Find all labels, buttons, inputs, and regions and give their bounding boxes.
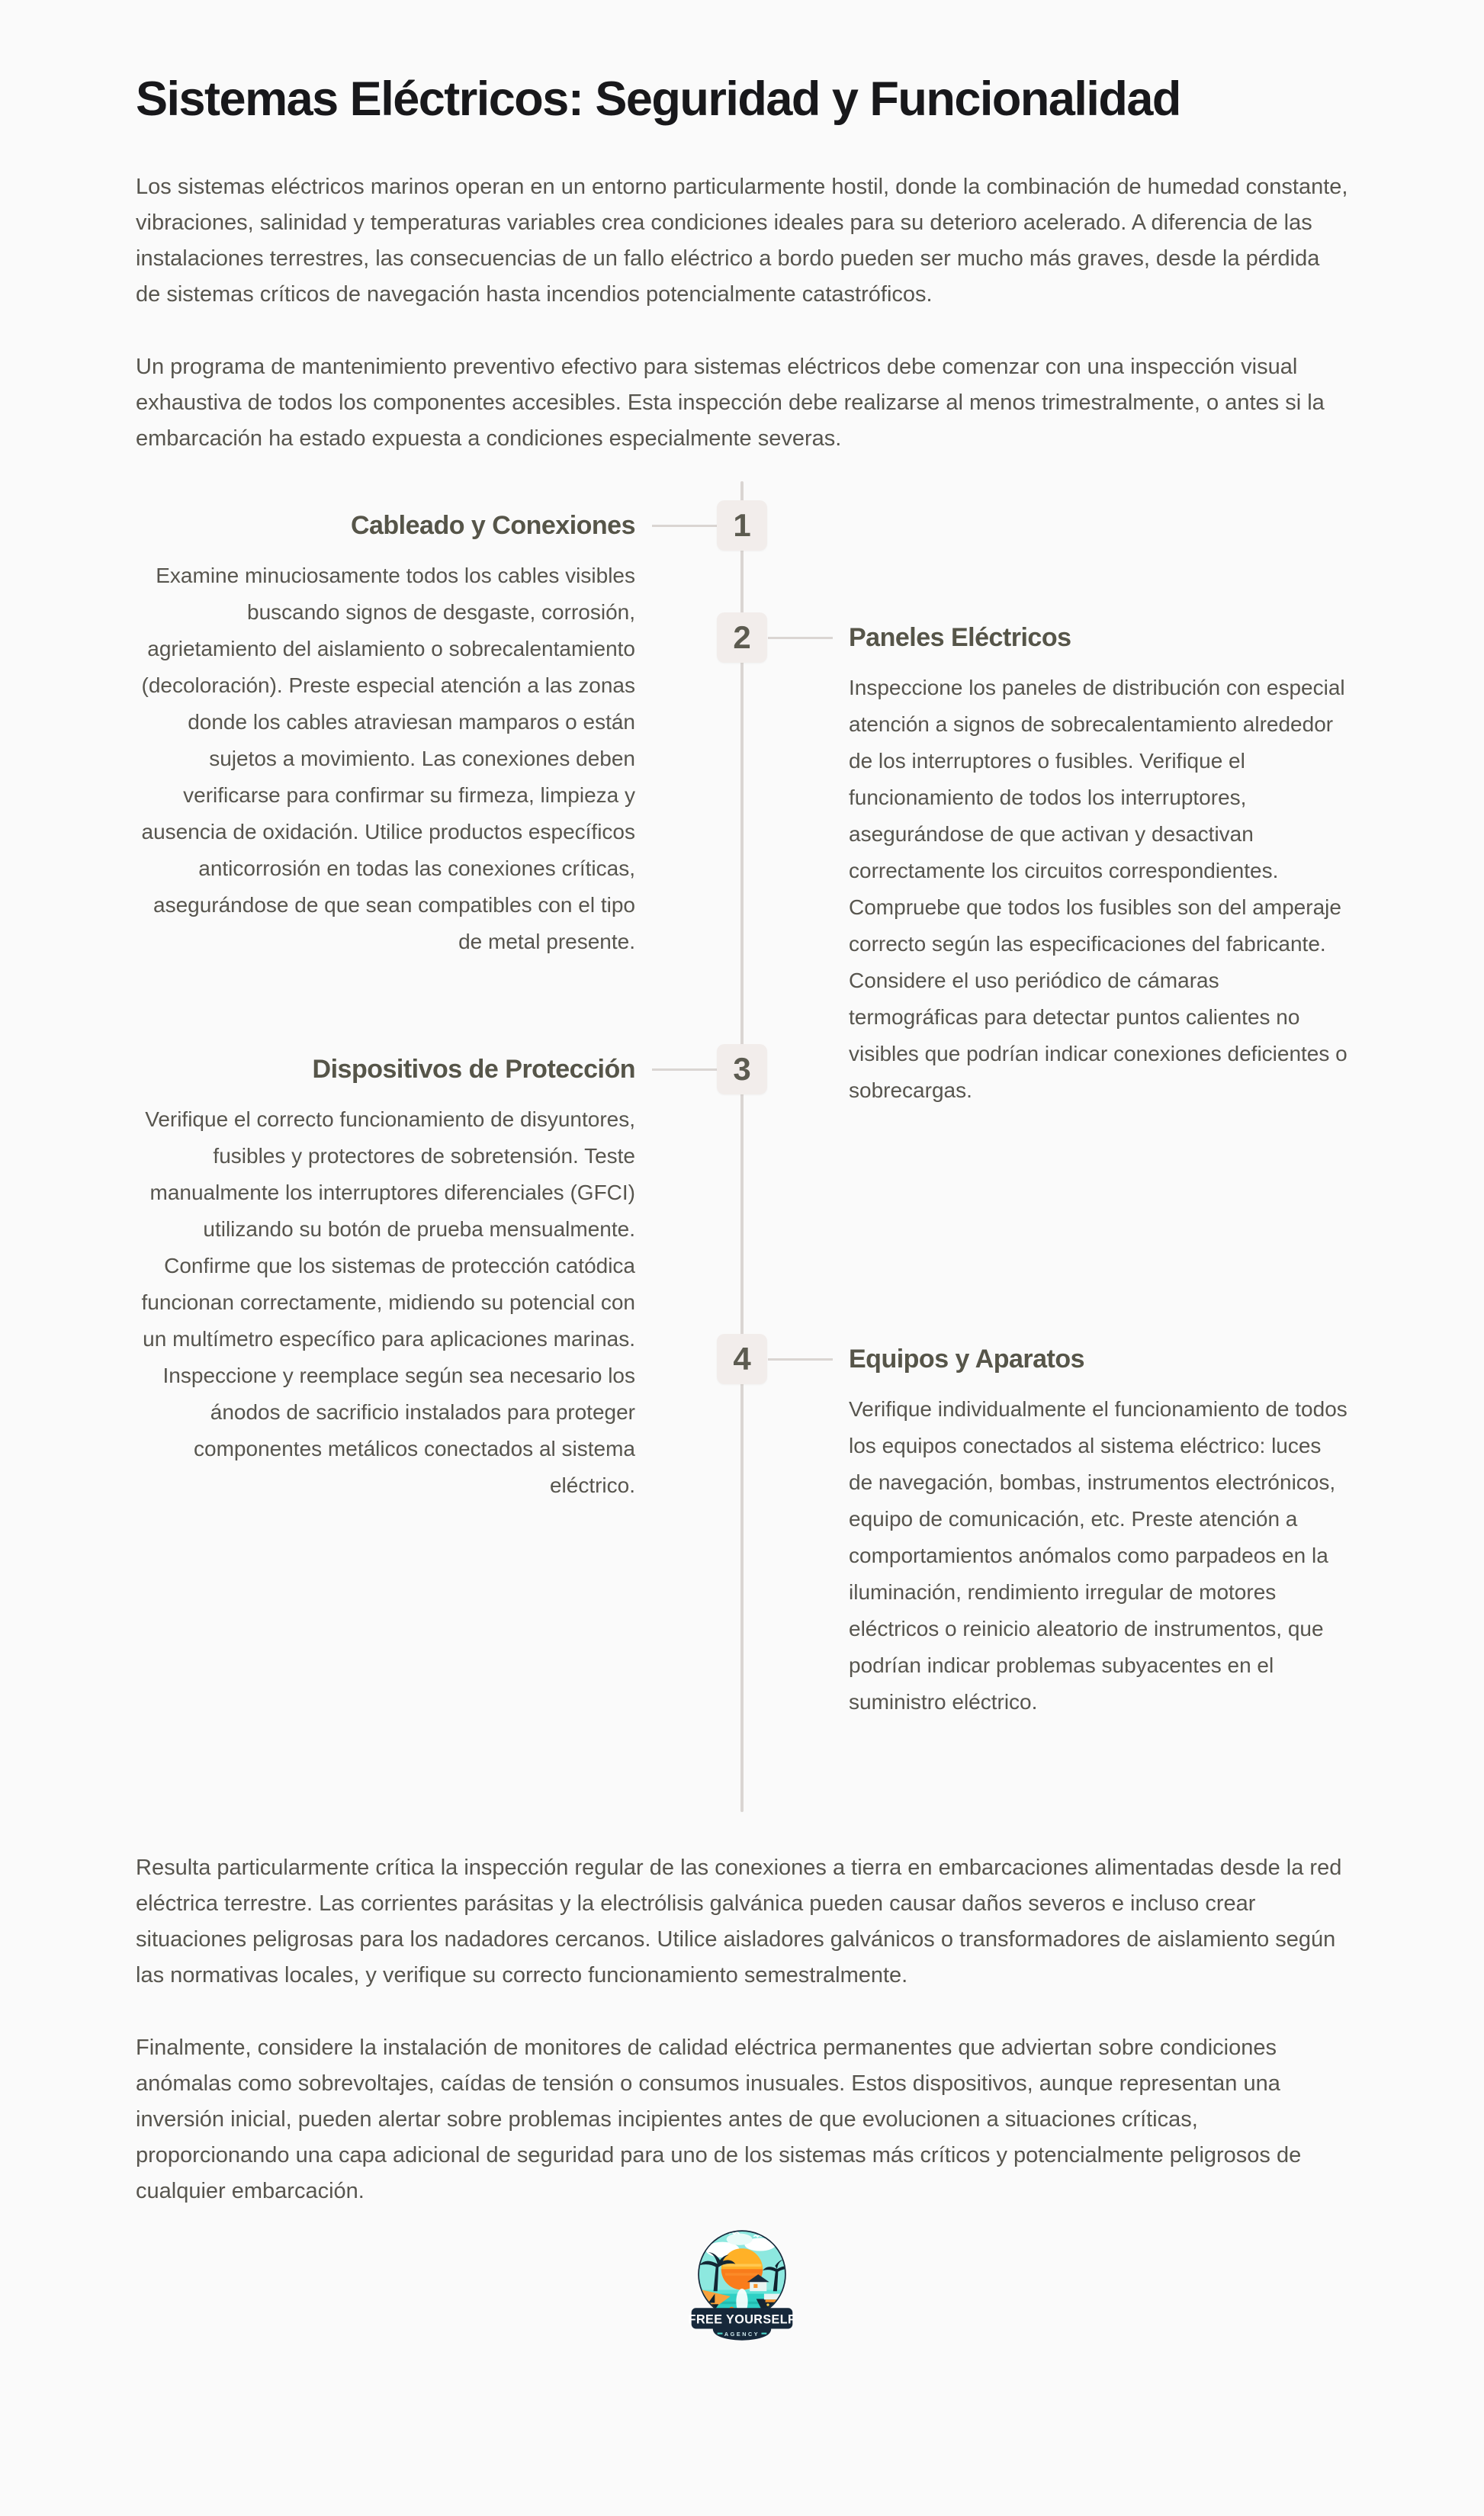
logo-title-text: FREE YOURSELF [688, 2312, 796, 2327]
timeline-connector-4 [768, 1358, 833, 1361]
timeline-connector-3 [652, 1068, 717, 1071]
timeline-step-badge-2: 2 [717, 612, 767, 663]
timeline-item-body: Inspeccione los paneles de distribución con especial atención a signos de sobrecalentamiento alrededor de los interruptores o fusibles. Verifique el funcionamiento de todos los interruptores, asegurándose de que activan y desactivan correctamente los circuitos correspondientes. Compruebe que todos los fusibles son del amperaje correcto según las especificaciones del fabricante. Considere el uso periódico de cámaras termográficas para detectar puntos calientes no visibles que podrían indicar conexiones deficientes o sobrecargas. [849, 676, 1347, 1102]
timeline-item-body: Examine minuciosamente todos los cables visibles buscando signos de desgaste, corrosión, agrietamiento del aislamiento o sobrecalentamiento (decoloración). Preste especial atención a las zonas donde los cables atraviesan mamparos o están sujetos a movimiento. Las conexiones deben verificarse para confirmar su firmeza, limpieza y ausencia de oxidación. Utilice productos específicos anticorrosión en todas las conexiones críticas, asegurándose de que sean compatibles con el tipo de metal presente. [141, 564, 635, 953]
logo-subtitle-text: AGENCY [724, 2330, 760, 2338]
timeline-connector-2 [768, 637, 833, 639]
timeline-step-badge-4: 4 [717, 1334, 767, 1384]
timeline-item-dispositivos [136, 1052, 635, 1504]
timeline-item-body: Verifique individualmente el funcionamiento de todos los equipos conectados al sistema eléctrico: luces de navegación, bombas, instrumentos electrónicos, equipo de comunicación, etc. Preste atención a comportamientos anómalos como parpadeos en la iluminación, rendimiento irregular de motores eléctricos o reinicio aleatorio de instrumentos, que podrían indicar problemas subyacentes en el suministro eléctrico. [849, 1397, 1347, 1714]
timeline-item-title: Equipos y Aparatos [849, 1345, 1085, 1374]
brand-logo-graphic [677, 2226, 807, 2341]
timeline-vertical-line [740, 481, 744, 1812]
timeline-item-cableado [136, 509, 635, 960]
document-page [0, 66, 1484, 2341]
timeline [136, 481, 1348, 1812]
brand-logo [136, 2226, 1348, 2341]
timeline-item-paneles [849, 621, 1348, 1109]
timeline-step-badge-1: 1 [717, 500, 767, 551]
logo-beach-scene [697, 2229, 792, 2320]
timeline-item-title: Dispositivos de Protección [312, 1055, 635, 1084]
closing-paragraph-1: Resulta particularmente crítica la inspección regular de las conexiones a tierra en embarcaciones alimentadas desde la red eléctrica terrestre. Las corrientes parásitas y la electrólisis galvánica pueden causar daños severos e incluso crear situaciones peligrosas para los nadadores cercanos. Utilice aisladores galvánicos o transformadores de aislamiento según las normativas locales, y verifique su correcto funcionamiento semestralmente. [136, 1856, 1342, 1987]
intro-paragraph-2: Un programa de mantenimiento preventivo efectivo para sistemas eléctricos debe comenzar con una inspección visual exhaustiva de todos los componentes accesibles. Esta inspección debe realizarse al menos trimestralmente, o antes si la embarcación ha estado expuesta a condiciones especialmente severas. [136, 355, 1325, 451]
intro-paragraph-1: Los sistemas eléctricos marinos operan en un entorno particularmente hostil, donde la combinación de humedad constante, vibraciones, salinidad y temperaturas variables crea condiciones ideales para su deterioro acelerado. A diferencia de las instalaciones terrestres, las consecuencias de un fallo eléctrico a bordo pueden ser mucho más graves, desde la pérdida de sistemas críticos de navegación hasta incendios potencialmente catastróficos. [136, 175, 1348, 307]
timeline-item-body: Verifique el correcto funcionamiento de disyuntores, fusibles y protectores de sobretensión. Teste manualmente los interruptores diferenciales (GFCI) utilizando su botón de prueba mensualmente. Confirme que los sistemas de protección catódica funcionan correctamente, midiendo su potencial con un multímetro específico para aplicaciones marinas. Inspeccione y reemplace según sea necesario los ánodos de sacrificio instalados para proteger componentes metálicos conectados al sistema eléctrico. [141, 1107, 635, 1497]
closing-paragraph-2: Finalmente, considere la instalación de monitores de calidad eléctrica permanentes que adviertan sobre condiciones anómalas como sobrevoltajes, caídas de tensión o consumos inusuales. Estos dispositivos, aunque representan una inversión inicial, pueden alertar sobre problemas incipientes antes de que evolucionen a situaciones críticas, proporcionando una capa adicional de seguridad para uno de los sistemas más críticos y potencialmente peligrosos de cualquier embarcación. [136, 2036, 1302, 2203]
page-title: Sistemas Eléctricos: Seguridad y Funcionalidad [136, 72, 1180, 126]
timeline-item-title: Cableado y Conexiones [350, 511, 635, 540]
timeline-step-badge-3: 3 [717, 1044, 767, 1094]
logo-banner [689, 2308, 796, 2341]
timeline-item-title: Paneles Eléctricos [849, 623, 1071, 652]
timeline-item-equipos [849, 1342, 1348, 1721]
timeline-connector-1 [652, 525, 717, 527]
